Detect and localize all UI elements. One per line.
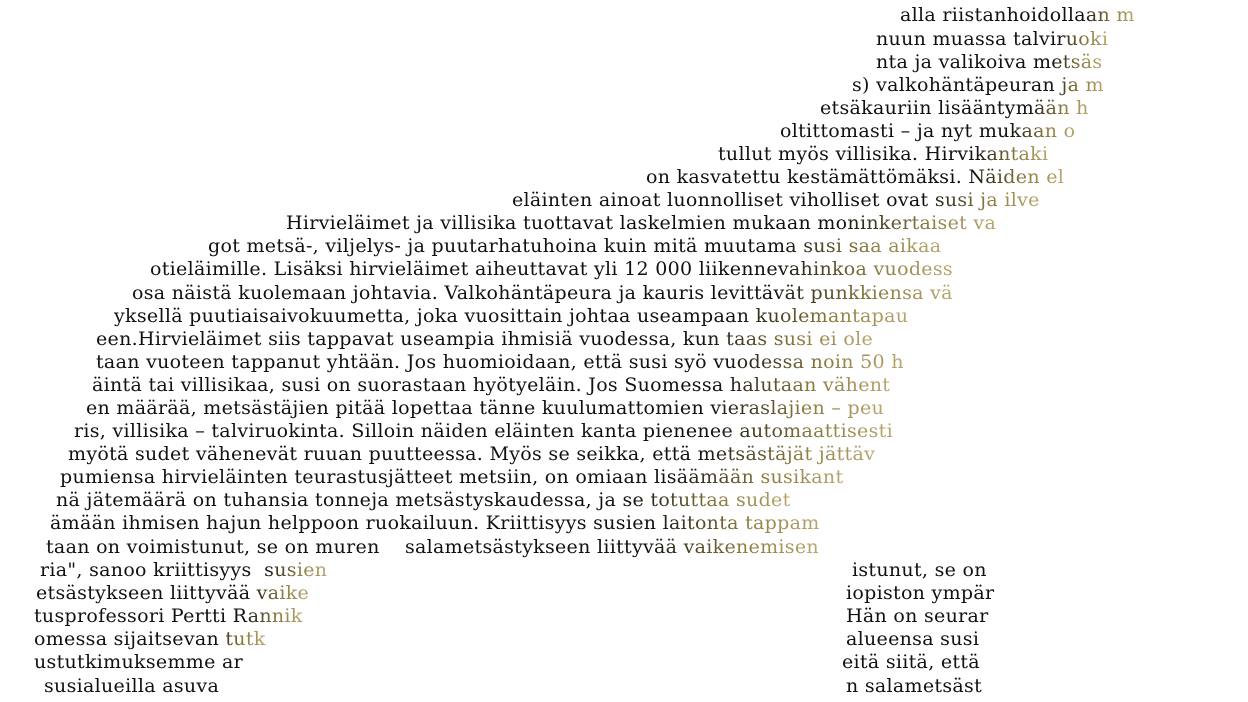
- text-line: myötä sudet vähenevät ruuan puutteessa. Myös se seikka, että metsästäjät jättäv: [68, 443, 876, 465]
- silhouette-mask: [1180, 0, 1248, 120]
- silhouette-mask: [1125, 230, 1248, 325]
- text-line: osa näistä kuolemaan johtavia. Valkohäntäpeura ja kauris levittävät punkkiensa vä: [132, 282, 953, 304]
- text-line: s) valkohäntäpeuran ja m: [852, 74, 1104, 96]
- text-line: oltittomasti – ja nyt mukaan o: [780, 120, 1076, 142]
- text-line: tullut myös villisika. Hirvikantaki: [718, 143, 1049, 165]
- text-line: istunut, se on: [852, 559, 987, 581]
- text-line: otieläimille. Lisäksi hirvieläimet aiheuttavat yli 12 000 liikennevahinkoa vuodess: [150, 258, 953, 280]
- silhouette-mask: [1045, 420, 1248, 490]
- silhouette-mask: [360, 560, 840, 702]
- silhouette-mask: [270, 650, 360, 702]
- text-line: nta ja valikoiva metsäs: [876, 51, 1103, 73]
- text-line: äintä tai villisikaa, susi on suorastaan hyötyeläin. Jos Suomessa halutaan vähent: [92, 374, 891, 396]
- text-line: yksellä puutiaisaivokuumetta, joka vuosittain johtaa useampaan kuolemantapau: [114, 305, 909, 327]
- text-line: ria", sanoo kriittisyys susien: [40, 559, 328, 581]
- text-line: nä jätemäärä on tuhansia tonneja metsästyskaudessa, ja se totuttaa sudet: [56, 489, 791, 511]
- text-line: ris, villisika – talviruokinta. Silloin näiden eläinten kanta pienenee automaattisesti: [74, 420, 893, 442]
- text-line: en määrää, metsästäjien pitää lopettaa tänne kuulumattomien vieraslajien – peu: [86, 397, 885, 419]
- silhouette-mask: [1005, 490, 1248, 702]
- text-line: iopiston ympär: [846, 582, 995, 604]
- text-line: got metsä-, viljelys- ja puutarhatuhoina kuin mitä muutama susi saa aikaa: [208, 235, 942, 257]
- text-line: etsäkauriin lisääntymään h: [820, 97, 1089, 119]
- text-line: ustutkimuksemme ar: [34, 651, 243, 673]
- text-line: eitä siitä, että: [842, 651, 980, 673]
- text-line: taan vuoteen tappanut yhtään. Jos huomioidaan, että susi syö vuodessa noin 50 h: [96, 351, 904, 373]
- text-line: on kasvatettu kestämättömäksi. Näiden el: [646, 166, 1065, 188]
- silhouette-mask: [1162, 120, 1248, 230]
- text-line: alueensa susi: [846, 628, 980, 650]
- text-line: etsästykseen liittyvää vaike: [36, 582, 310, 604]
- text-line: n salametsäst: [846, 675, 983, 697]
- text-line: alla riistanhoidollaan m: [900, 4, 1135, 26]
- text-line: susialueilla asuva: [44, 675, 220, 697]
- text-line: taan on voimistunut, se on muren salametsästykseen liittyvää vaikenemisen: [46, 536, 819, 558]
- text-line: eläinten ainoat luonnolliset viholliset ovat susi ja ilve: [512, 189, 1040, 211]
- text-line: pumiensa hirvieläinten teurastusjätteet metsiin, on omiaan lisäämään susikant: [60, 466, 844, 488]
- text-line: Hirvieläimet ja villisika tuottavat laskelmien mukaan moninkertaiset va: [286, 212, 997, 234]
- text-line: ämään ihmisen hajun helppoon ruokailuun. Kriittisyys susien laitonta tappam: [50, 512, 820, 534]
- silhouette-mask: [1080, 325, 1248, 420]
- text-line: Hän on seurar: [846, 605, 989, 627]
- text-line: tusprofessori Pertti Rannik: [34, 605, 303, 627]
- text-line: omessa sijaitsevan tutk: [34, 628, 266, 650]
- text-line: nuun muassa talviruoki: [876, 28, 1109, 50]
- text-line: een.Hirvieläimet siis tappavat useampia ihmisiä vuodessa, kun taas susi ei ole: [96, 328, 873, 350]
